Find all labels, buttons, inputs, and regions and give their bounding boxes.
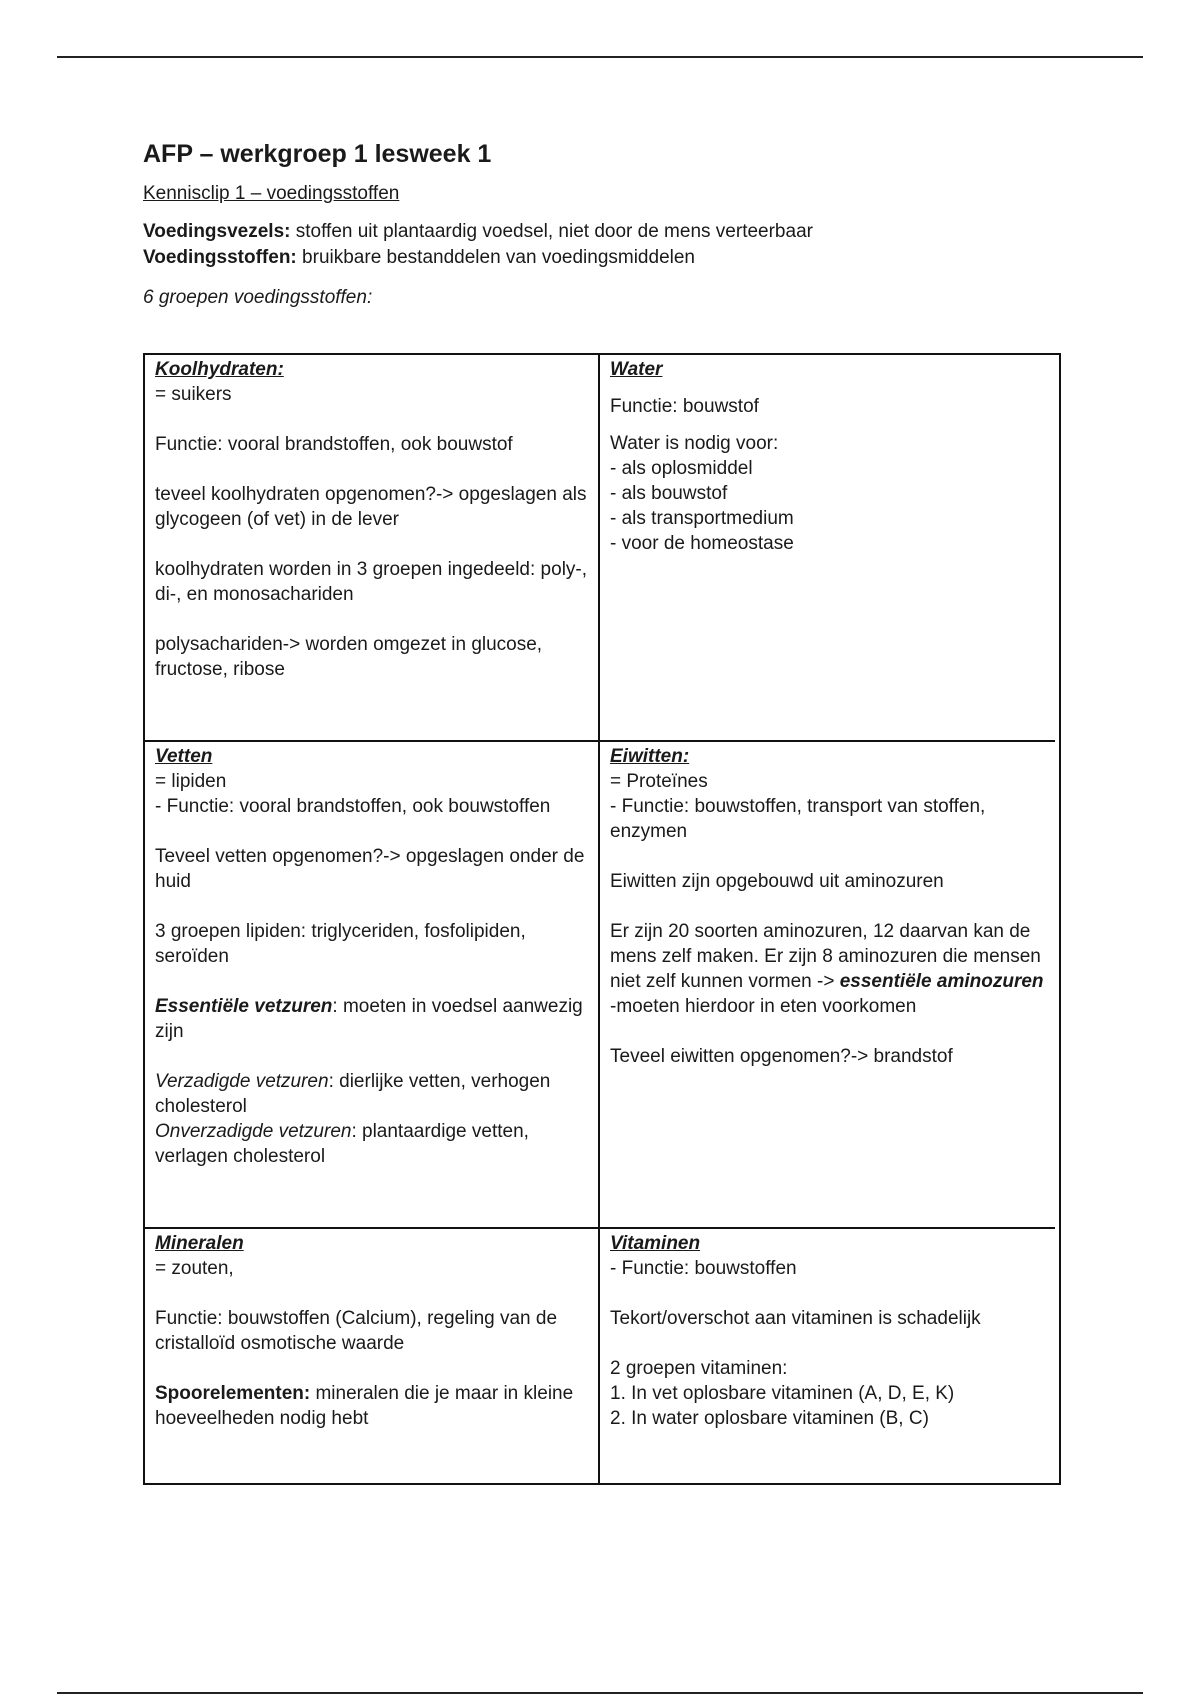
cell-water: Water Functie: bouwstof Water is nodig voor: - als oplosmiddel - als bouwstof - als transportmedium - voor de homeostase xyxy=(600,355,1055,740)
heading-koolhydraten: Koolhydraten: xyxy=(155,359,284,380)
subtitle: Kennisclip 1 – voedingsstoffen xyxy=(143,183,400,204)
intro-text: 6 groepen voedingsstoffen: xyxy=(143,287,373,308)
heading-vitaminen: Vitaminen xyxy=(610,1233,701,1254)
heading-eiwitten: Eiwitten: xyxy=(610,746,690,767)
definition-stoffen: Voedingsstoffen: bruikbare bestanddelen van voedingsmiddelen xyxy=(143,247,695,268)
cell-vetten: Vetten = lipiden - Functie: vooral brandstoffen, ook bouwstoffen Teveel vetten opgenomen?-> opgeslagen onder de huid 3 groepen lipiden: triglyceriden, fosfolipiden, seroïden Essentiële vetzuren: moeten in voedsel aanwezig zijn Verzadigde vetzuren: dierlijke vetten, verhogen cholesterol Onverzadigde vetzuren: plantaardige vetten, verlagen cholesterol xyxy=(145,740,600,1227)
nutrient-table xyxy=(143,353,1061,1485)
cell-vitaminen: Vitaminen - Functie: bouwstoffen Tekort/overschot aan vitaminen is schadelijk 2 groepen vitaminen: 1. In vet oplosbare vitaminen (A, D, E, K) 2. In water oplosbare vitaminen (B, C) xyxy=(600,1227,1055,1483)
heading-water: Water xyxy=(610,359,663,380)
document-body xyxy=(143,140,1063,309)
cell-koolhydraten: Koolhydraten: = suikers Functie: vooral brandstoffen, ook bouwstof teveel koolhydraten opgenomen?-> opgeslagen als glycogeen (of vet) in de lever koolhydraten worden in 3 groepen ingedeeld: poly-, di-, en monosachariden polysachariden-> worden omgezet in glucose, fructose, ribose xyxy=(145,355,600,740)
heading-mineralen: Mineralen xyxy=(155,1233,244,1254)
cell-mineralen: Mineralen = zouten, Functie: bouwstoffen (Calcium), regeling van de cristalloïd osmotische waarde Spoorelementen: mineralen die je maar in kleine hoeveelheden nodig hebt xyxy=(145,1227,600,1483)
header-rule xyxy=(57,56,1143,58)
definition-vezels: Voedingsvezels: stoffen uit plantaardig voedsel, niet door de mens verteerbaar xyxy=(143,221,813,242)
cell-eiwitten: Eiwitten: = Proteïnes - Functie: bouwstoffen, transport van stoffen, enzymen Eiwitten zijn opgebouwd uit aminozuren Er zijn 20 soorten aminozuren, 12 daarvan kan de mens zelf maken. Er zijn 8 aminozuren die mensen niet zelf kunnen vormen -> essentiële aminozuren -moeten hierdoor in eten voorkomen Teveel eiwitten opgenomen?-> brandstof xyxy=(600,740,1055,1227)
page-title: AFP – werkgroep 1 lesweek 1 xyxy=(143,140,492,168)
heading-vetten: Vetten xyxy=(155,746,213,767)
footer-rule xyxy=(57,1692,1143,1694)
